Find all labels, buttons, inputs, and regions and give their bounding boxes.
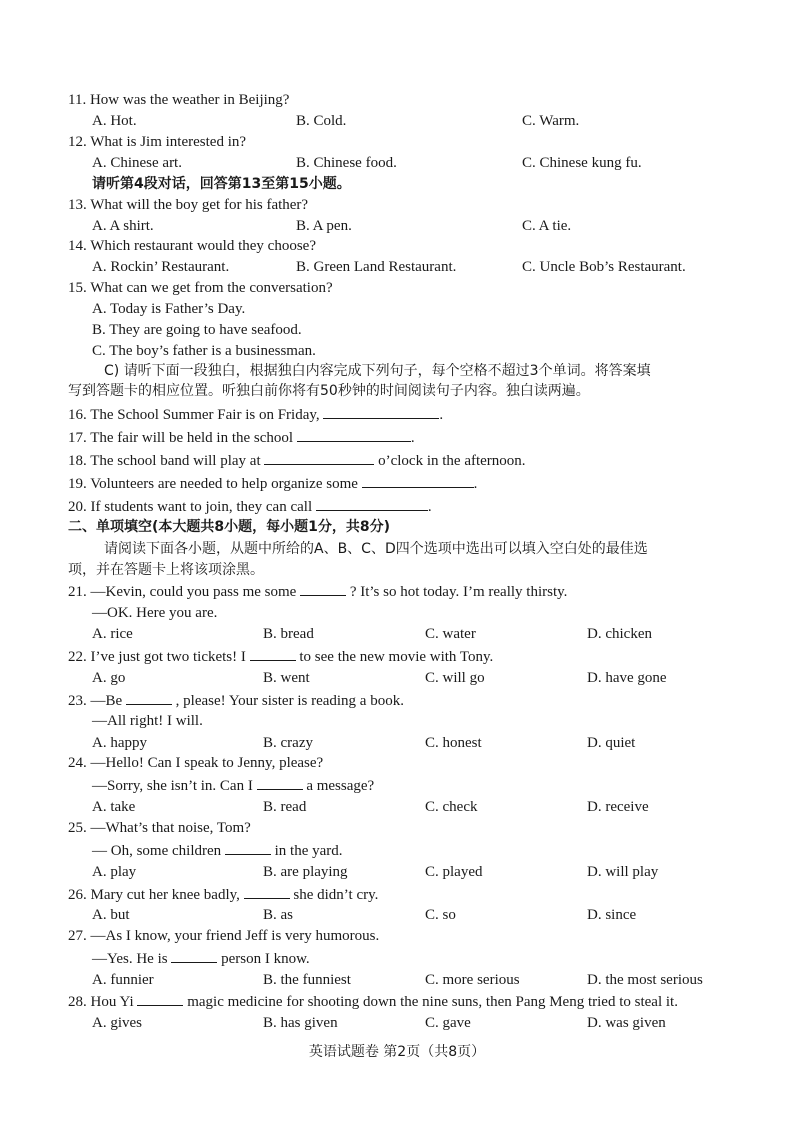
page-footer: 英语试题卷 第2页（共8页） [308,1044,486,1060]
question-15-stem: 15. What can we get from the conversation? [68,280,333,296]
q11-option-a: A. Hot. [92,113,137,129]
q12-option-c: C. Chinese kung fu. [522,155,642,171]
answer-blank [300,581,346,596]
q28-option-a: A. gives [92,1015,142,1031]
q23-option-c: C. honest [425,735,482,751]
section-4-instruction: 请听第4段对话，回答第13至第15小题。 [92,176,351,192]
q24-option-c: C. check [425,799,478,815]
question-24-reply: —Sorry, she isn’t in. Can I a message? [92,775,374,795]
question-11-stem: 11. How was the weather in Beijing? [68,92,290,108]
question-27-stem: 27. —As I know, your friend Jeff is very humorous. [68,928,380,944]
question-21-stem: 21. —Kevin, could you pass me some ? It’s so hot today. I’m really thirsty. [68,581,567,601]
answer-blank [362,473,474,488]
question-25-stem: 25. —What’s that noise, Tom? [68,820,251,836]
q28-option-b: B. has given [263,1015,338,1031]
q25-option-d: D. will play [587,864,659,880]
q13-option-b: B. A pen. [296,218,352,234]
question-14-stem: 14. Which restaurant would they choose? [68,238,316,254]
q24-option-d: D. receive [587,799,649,815]
answer-blank [250,646,296,661]
question-21-reply: —OK. Here you are. [92,605,218,621]
q15-option-a: A. Today is Father’s Day. [92,301,246,317]
answer-blank [137,991,183,1006]
answer-blank [225,840,271,855]
answer-blank [244,884,290,899]
question-25-reply: — Oh, some children in the yard. [92,840,343,860]
q24-option-b: B. read [263,799,307,815]
q25-option-b: B. are playing [263,864,348,880]
q22-option-b: B. went [263,670,310,686]
q27-option-d: D. the most serious [587,972,703,988]
q14-option-a: A. Rockin’ Restaurant. [92,259,230,275]
question-24-stem: 24. —Hello! Can I speak to Jenny, please? [68,755,324,771]
q15-option-b: B. They are going to have seafood. [92,322,302,338]
question-13-stem: 13. What will the boy get for his father? [68,197,309,213]
q28-option-d: D. was given [587,1015,666,1031]
q24-option-a: A. take [92,799,136,815]
answer-blank [297,427,411,442]
q27-option-b: B. the funniest [263,972,351,988]
q26-option-a: A. but [92,907,130,923]
q21-option-a: A. rice [92,626,133,642]
part-c-instruction-line1: C) 请听下面一段独白，根据独白内容完成下列句子，每个空格不超过3个单词。将答案填 [104,363,651,379]
q21-option-c: C. water [425,626,476,642]
question-27-reply: —Yes. He is person I know. [92,948,310,968]
question-23-stem: 23. —Be , please! Your sister is reading a book. [68,690,404,710]
q14-option-c: C. Uncle Bob’s Restaurant. [522,259,686,275]
q27-option-c: C. more serious [425,972,520,988]
q13-option-a: A. A shirt. [92,218,154,234]
q13-option-c: C. A tie. [522,218,572,234]
q27-option-a: A. funnier [92,972,154,988]
q14-option-b: B. Green Land Restaurant. [296,259,457,275]
q22-option-c: C. will go [425,670,485,686]
question-28-stem: 28. Hou Yi magic medicine for shooting down the nine suns, then Pang Meng tried to steal it. [68,991,678,1011]
q26-option-d: D. since [587,907,637,923]
q11-option-b: B. Cold. [296,113,347,129]
answer-blank [323,404,439,419]
question-19: 19. Volunteers are needed to help organize some . [68,473,477,493]
part-c-instruction-line2: 写到答题卡的相应位置。听独白前你将有50秒钟的时间阅读句子内容。独白读两遍。 [68,383,590,399]
question-20: 20. If students want to join, they can call . [68,496,432,516]
q21-option-d: D. chicken [587,626,652,642]
section-2-title: 二、单项填空(本大题共8小题，每小题1分，共8分) [68,519,391,535]
q22-option-a: A. go [92,670,126,686]
question-16: 16. The School Summer Fair is on Friday, . [68,404,443,424]
q12-option-a: A. Chinese art. [92,155,182,171]
q12-option-b: B. Chinese food. [296,155,397,171]
q15-option-c: C. The boy’s father is a businessman. [92,343,316,359]
question-18: 18. The school band will play at o’clock in the afternoon. [68,450,526,470]
question-23-reply: —All right! I will. [92,713,203,729]
q11-option-c: C. Warm. [522,113,580,129]
q21-option-b: B. bread [263,626,314,642]
answer-blank [264,450,374,465]
q22-option-d: D. have gone [587,670,667,686]
q23-option-a: A. happy [92,735,147,751]
section-2-instruction-line1: 请阅读下面各小题，从题中所给的A、B、C、D四个选项中选出可以填入空白处的最佳选 [104,541,648,557]
q26-option-b: B. as [263,907,293,923]
q25-option-a: A. play [92,864,137,880]
question-22-stem: 22. I’ve just got two tickets! I to see the new movie with Tony. [68,646,493,666]
q25-option-c: C. played [425,864,483,880]
question-12-stem: 12. What is Jim interested in? [68,134,247,150]
answer-blank [257,775,303,790]
q23-option-d: D. quiet [587,735,636,751]
q23-option-b: B. crazy [263,735,313,751]
q26-option-c: C. so [425,907,456,923]
answer-blank [316,496,428,511]
q28-option-c: C. gave [425,1015,471,1031]
question-17: 17. The fair will be held in the school . [68,427,415,447]
answer-blank [126,690,172,705]
section-2-instruction-line2: 项，并在答题卡上将该项涂黑。 [68,562,264,578]
answer-blank [171,948,217,963]
question-26-stem: 26. Mary cut her knee badly, she didn’t cry. [68,884,378,904]
